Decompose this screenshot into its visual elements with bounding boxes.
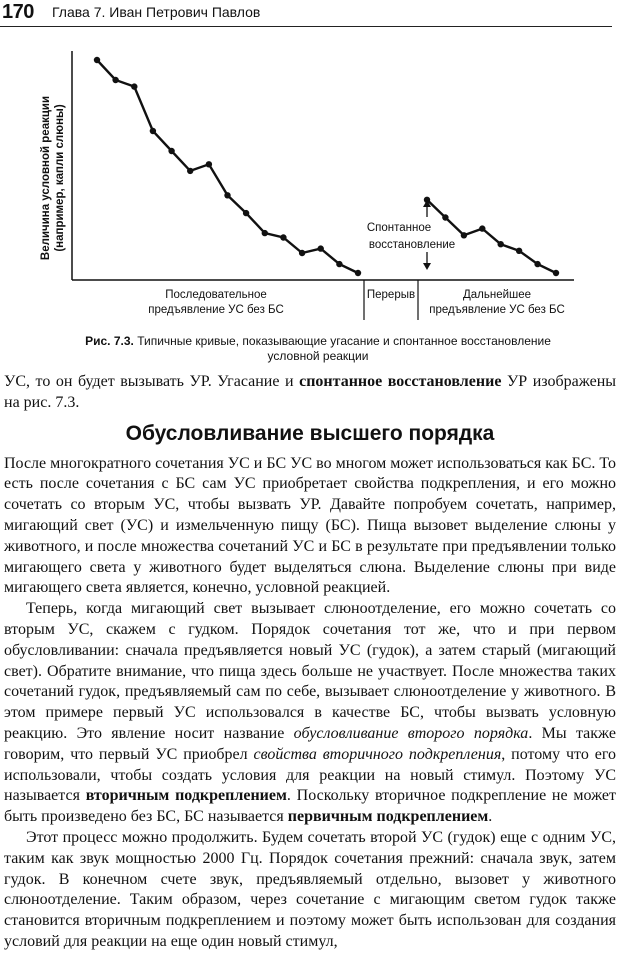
data-point	[168, 148, 174, 154]
bold-term: вторичным подкреплением	[85, 787, 287, 805]
extinction-curve	[97, 60, 358, 273]
paragraph: После многократного сочетания УС и БС УС во многом может использоваться как БС. То есть после сочетания с БС сам УС приобретает свойства подкрепления, и его можно сочетать со вторым УС, чтобы вызвать УР. Давайте попробуем сочетать, например, мигающий свет (УС) и измельченную пищу (БС). Пища вызовет выделение слюны у животного, и после множества сочетаний УС и БС в результате при предъявлении только мигающего света у животного будет выделяться слюна. Выделение слюны при виде мигающего света является, конечно, условной реакцией.	[4, 454, 616, 597]
data-point	[553, 270, 559, 276]
figure-chart	[0, 30, 620, 330]
section-label: предъявление УС без БС	[148, 304, 284, 316]
data-point	[534, 261, 540, 267]
data-point	[442, 214, 448, 220]
section-title: Обусловливание высшего порядка	[125, 421, 495, 445]
data-point	[243, 210, 249, 216]
body-text	[4, 372, 616, 953]
data-points	[94, 57, 559, 276]
bold-term: первичным подкреплением	[287, 808, 489, 826]
figure-label: Рис. 7.3.	[85, 334, 134, 348]
figure-caption-text: Типичные кривые, показывающие угасание и спонтанное восстановление условной реакции	[137, 334, 551, 363]
section-label: Дальнейшее	[462, 289, 532, 301]
text-run: УР изображены на рис. 7.3.	[4, 373, 617, 411]
data-point	[262, 230, 268, 236]
data-point	[299, 250, 305, 256]
paragraph: Этот процесс можно продолжить. Будем сочетать второй УС (гудок) еще с одним УС, таким как звук мощностью 2000 Гц. Порядок сочетания прежний: сначала звук, затем гудок. В конечном счете звук, предъявляемый отдельно, вызовет у животного слюноотделение. Таким образом, через сочетание с мигающим светом гудок также становится вторичным подкреплением и поэтому может быть использован для создания условий для реакции на еще один новый стимул,	[4, 828, 616, 950]
data-point	[461, 232, 467, 238]
figure-caption	[58, 334, 578, 364]
page-header	[0, 0, 612, 27]
data-point	[516, 248, 522, 254]
text-run: УС, то он будет вызывать УР. Угасание и	[4, 373, 300, 390]
annotation-line2: восстановление	[368, 239, 456, 251]
paragraph	[4, 599, 616, 828]
data-point	[355, 270, 361, 276]
data-point	[206, 161, 212, 167]
data-point	[498, 241, 504, 247]
data-point	[112, 77, 118, 83]
data-point	[131, 83, 137, 89]
text-run: , потому что его использовали, чтобы создать условия для реакции на новый стимул. Поэтому УС называется	[4, 745, 617, 805]
y-axis-label-sub: (например, капли слюны)	[54, 104, 66, 252]
page-number: 170	[2, 1, 34, 23]
italic-term: свойства вторичного подкрепления	[253, 745, 502, 763]
text-run: Теперь, когда мигающий свет вызывает слюноотделение, его можно сочетать со вторым УС, скажем с гудком. Порядок сочетания тот же, что и при первом обусловливании: сначала предъявляется новый УС (гудок), а затем старый (мигающий свет). Обратите внимание, что пища здесь больше не участвует. После множества таких сочетаний гудок, предъявляемый сам по себе, вызывает слюноотделение у животного. В этом примере первый УС использовался в качестве БС, чтобы вызвать условную реакцию. Это явление носит название	[4, 600, 616, 742]
section-label: Перерыв	[366, 289, 416, 301]
data-point	[479, 225, 485, 231]
annotation-line1: Спонтанное	[366, 222, 432, 234]
data-point	[336, 261, 342, 267]
text-run: . Поскольку вторичное подкрепление не может быть произведено без БС, БС называется	[4, 787, 616, 826]
italic-term: обусловливание второго порядка	[293, 724, 529, 742]
data-point	[280, 234, 286, 240]
section-label: Последовательное	[165, 289, 267, 301]
data-point	[224, 192, 230, 198]
text-run: . Мы также говорим, что первый УС приобрел	[4, 724, 617, 763]
paragraph	[4, 372, 616, 414]
y-axis-label: Величина условной реакции	[40, 95, 52, 261]
text-run: .	[488, 808, 493, 826]
data-point	[318, 245, 324, 251]
data-point	[94, 57, 100, 63]
arrowhead-down-icon	[423, 263, 431, 270]
bold-term: спонтанное восстановление	[299, 373, 502, 390]
data-point	[150, 128, 156, 134]
data-point	[187, 168, 193, 174]
section-label: предъявление УС без БС	[429, 304, 565, 316]
running-head: Глава 7. Иван Петрович Павлов	[52, 4, 261, 20]
